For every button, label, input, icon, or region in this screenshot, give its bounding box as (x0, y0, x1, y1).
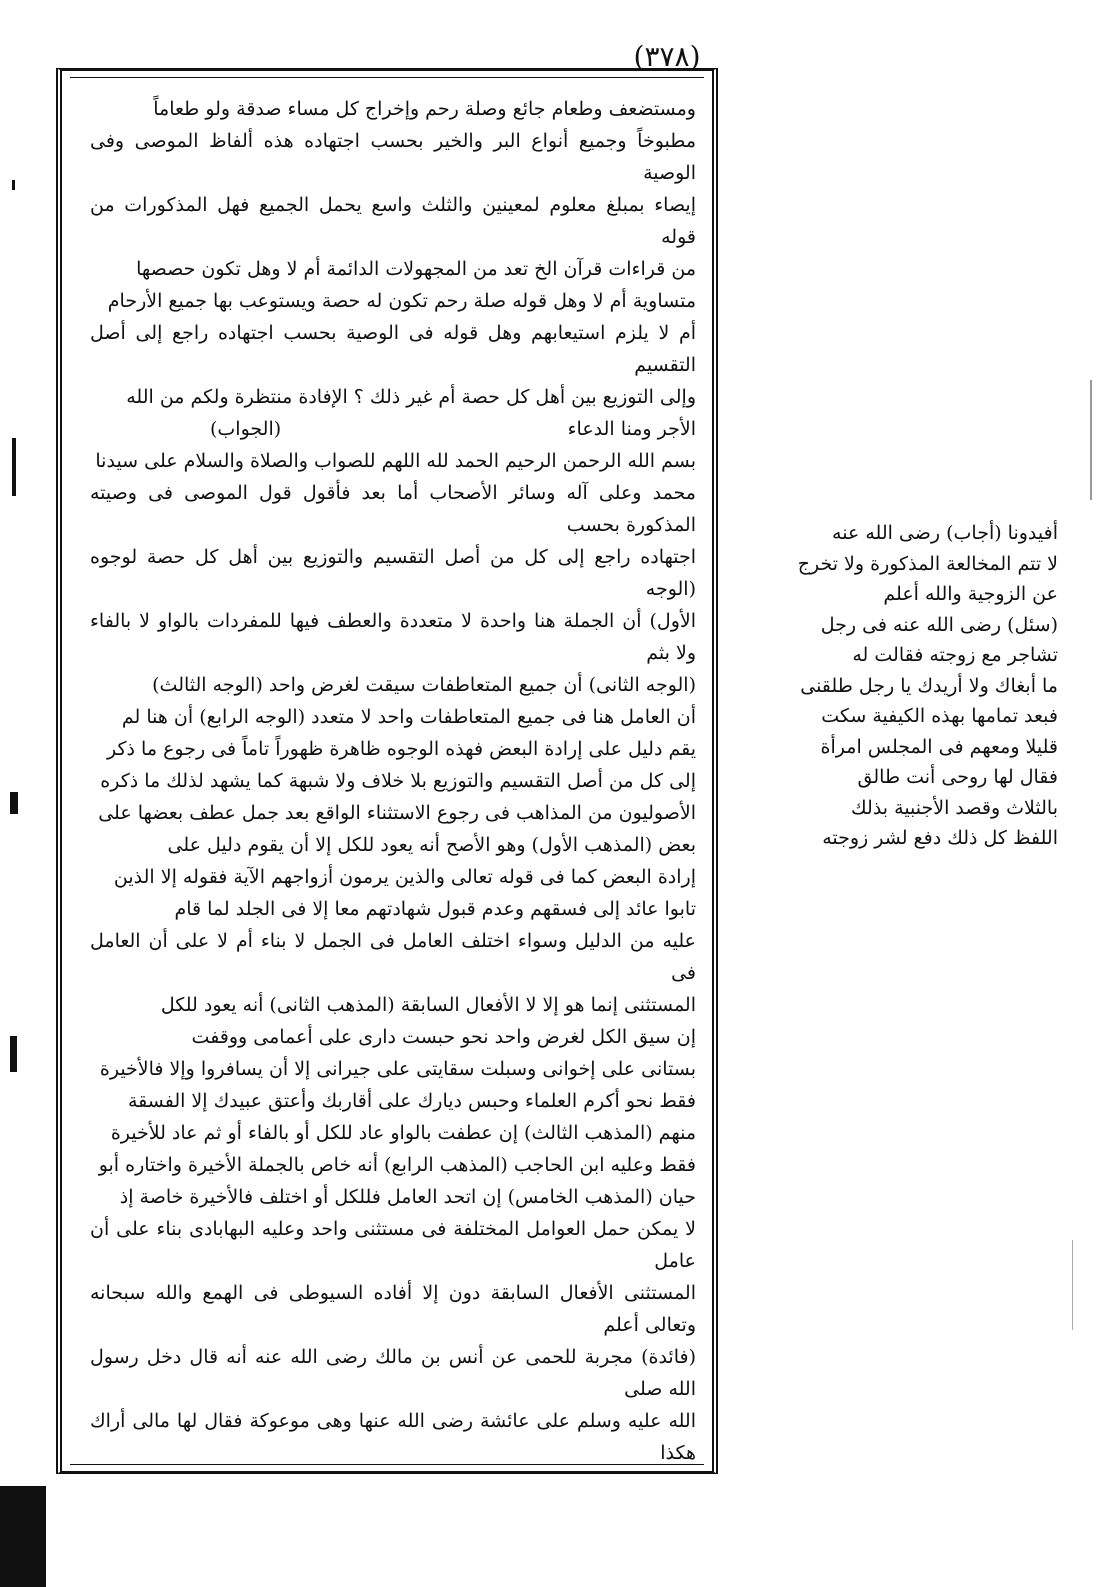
margin-line: اللفظ كل ذلك دفع لشر زوجته (822, 827, 1058, 849)
text-line: المستثنى إنما هو إلا لا الأفعال السابقة (المذهب الثانى) أنه يعود للكل (160, 994, 696, 1016)
scan-edge-mark (12, 180, 15, 190)
margin-line: تشاجر مع زوجته فقالت له (852, 644, 1058, 666)
margin-line: (سئل) رضى الله عنه فى رجل (820, 613, 1058, 636)
margin-line: قليلا ومعهم فى المجلس امرأة (820, 735, 1058, 758)
text-line: ومستضعف وطعام جائع وصلة رحم وإخراج كل مساء صدقة ولو طعاماً (153, 98, 696, 120)
text-line: يقم دليل على إرادة البعض فهذه الوجوه ظاهرة ظهوراً تاماً فى رجوع ما ذكر (107, 738, 696, 760)
scan-edge-mark (10, 1036, 17, 1072)
frame-rule-bottom (70, 1464, 704, 1465)
text-line: بستانى على إخوانى وسبلت سقايتى على جيرانى إلا أن يسافروا وإلا فالأخيرة (99, 1058, 696, 1080)
question-closing: الأجر ومنا الدعاء (567, 418, 696, 440)
main-text-frame (56, 68, 718, 1474)
text-line: الأول) أن الجملة هنا واحدة لا متعددة والعطف فيها للمفردات بالواو لا بالفاء ولا بثم (90, 610, 696, 664)
text-line: (الوجه الثانى) أن جميع المتعاطفات سيقت لغرض واحد (الوجه الثالث) (152, 674, 696, 696)
scan-edge-mark (12, 438, 16, 496)
frame-rule-top (70, 77, 704, 78)
text-line: الأصوليون من المذاهب فى رجوع الاستثناء الواقع بعد جمل عطف بعضها على (98, 802, 696, 824)
text-line: حيان (المذهب الخامس) إن اتحد العامل فللكل أو اختلف فالأخيرة خاصة إذ (119, 1186, 696, 1208)
text-line: إيصاء بمبلغ معلوم لمعينين والثلث واسع يحمل الجميع فهل المذكورات من قوله (90, 194, 696, 248)
text-line: لا يمكن حمل العوامل المختلفة فى مستثنى واحد وعليه البهابادى بناء على أن عامل (90, 1218, 696, 1272)
margin-line: أفيدونا (أجاب) رضى الله عنه (832, 522, 1058, 544)
scan-edge-mark (1090, 380, 1092, 500)
text-line: إن سيق الكل لغرض واحد نحو حبست دارى على أعمامى ووقفت (191, 1026, 696, 1048)
scan-edge-mark (10, 792, 18, 814)
margin-note (732, 518, 1058, 854)
answer-heading: (الجواب) (210, 418, 282, 440)
scan-corner-blot (0, 1486, 46, 1587)
margin-line: عن الزوجية والله أعلم (883, 583, 1058, 605)
text-line: مطبوخاً وجميع أنواع البر والخير بحسب اجتهاده هذه ألفاظ الموصى وفى الوصية (90, 130, 697, 184)
text-line: الله عليه وسلم على عائشة رضى الله عنها وهى موعوكة فقال لها مالى أراك هكذا (90, 1410, 696, 1464)
text-line: (فائدة) مجربة للحمى عن أنس بن مالك رضى الله عنه أنه قال دخل رسول الله صلى (90, 1346, 696, 1400)
margin-line: فقال لها روحى أنت طالق (857, 766, 1058, 788)
text-line: منهم (المذهب الثالث) إن عطفت بالواو عاد للكل أو بالفاء أو ثم عاد للأخيرة (110, 1122, 696, 1144)
scan-edge-mark (1072, 1240, 1073, 1330)
text-line: فقط نحو أكرم العلماء وحبس ديارك على أقاربك وأعتق عبيدك إلا الفسقة (127, 1090, 696, 1112)
main-text (90, 93, 696, 1469)
answer-block (90, 445, 696, 1469)
text-line: اجتهاده راجع إلى كل من أصل التقسيم والتوزيع بين أهل كل حصة لوجوه (الوجه (90, 546, 696, 600)
text-line: تابوا عائد إلى فسقهم وعدم قبول شهادتهم معا إلا فى الجلد لما قام (174, 898, 696, 920)
page-number: (٣٧٨) (633, 40, 701, 73)
text-line: المستثنى الأفعال السابقة دون إلا أفاده السيوطى فى الهمع والله سبحانه وتعالى أعلم (90, 1282, 696, 1336)
text-line: عليه من الدليل وسواء اختلف العامل فى الجمل لا بناء أم لا على أن العامل فى (90, 930, 696, 984)
text-line: محمد وعلى آله وسائر الأصحاب أما بعد فأقول قول الموصى فى وصيته المذكورة بحسب (90, 482, 696, 536)
text-line: متساوية أم لا وهل قوله صلة رحم تكون له حصة ويستوعب بها جميع الأرحام (107, 290, 696, 312)
margin-line: فبعد تمامها بهذه الكيفية سكت (821, 705, 1058, 727)
question-block (90, 93, 696, 445)
margin-line: بالثلاث وقصد الأجنبية بذلك (851, 796, 1058, 819)
text-line: إرادة البعض كما فى قوله تعالى والذين يرمون أزواجهم الآية فقوله إلا الذين (113, 866, 696, 888)
margin-line: لا تتم المخالعة المذكورة ولا تخرج (797, 552, 1058, 575)
text-line: أن العامل هنا فى جميع المتعاطفات واحد لا متعدد (الوجه الرابع) أن هنا لم (121, 706, 696, 728)
text-line: أم لا يلزم استيعابهم وهل قوله فى الوصية بحسب اجتهاده راجع إلى أصل التقسيم (90, 322, 696, 376)
text-line: من قراءات قرآن الخ تعد من المجهولات الدائمة أم لا وهل تكون حصصها (136, 258, 696, 280)
closing-line (90, 413, 696, 445)
text-line: فقط وعليه ابن الحاجب (المذهب الرابع) أنه خاص بالجملة الأخيرة واختاره أبو (98, 1154, 696, 1176)
text-line: بعض (المذهب الأول) وهو الأصح أنه يعود للكل إلا أن يقوم دليل على (167, 834, 696, 856)
text-line: إلى كل من أصل التقسيم والتوزيع بلا خلاف ولا شبهة كما يشهد لذلك ما ذكره (100, 770, 696, 792)
text-line: بسم الله الرحمن الرحيم الحمد لله اللهم للصواب والصلاة والسلام على سيدنا (95, 450, 696, 472)
text-line: وإلى التوزيع بين أهل كل حصة أم غير ذلك ؟ الإفادة منتظرة ولكم من الله (126, 386, 696, 408)
margin-line: ما أبغاك ولا أريدك يا رجل طلقنى (800, 674, 1058, 697)
